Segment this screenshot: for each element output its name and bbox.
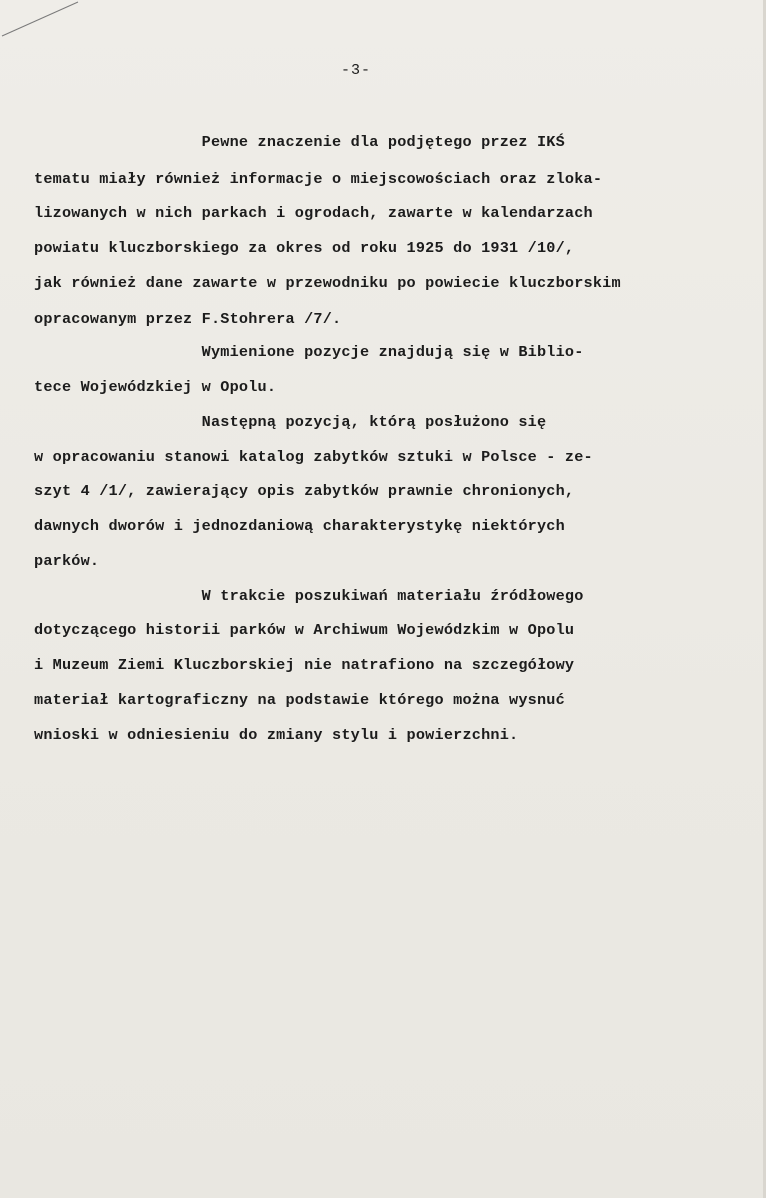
text-line: tece Wojewódzkiej w Opolu. (34, 378, 277, 396)
text-line: Wymienione pozycje znajdują się w Biblio- (34, 343, 584, 361)
text-line: powiatu kluczborskiego za okres od roku 1925 do 1931 /10/, (34, 239, 575, 257)
text-line: wnioski w odniesieniu do zmiany stylu i powierzchni. (34, 726, 519, 744)
text-line: dotyczącego historii parków w Archiwum Wojewódzkim w Opolu (34, 621, 575, 639)
text-line: W trakcie poszukiwań materiału źródłowego (34, 587, 584, 605)
text-line: Następną pozycją, którą posłużono się (34, 413, 547, 431)
text-line: Pewne znaczenie dla podjętego przez IKŚ (34, 133, 565, 151)
page-number: -3- (340, 62, 371, 79)
text-line: lizowanych w nich parkach i ogrodach, zawarte w kalendarzach (34, 204, 593, 222)
text-line: i Muzeum Ziemi Kluczborskiej nie natrafiono na szczegółowy (34, 656, 575, 674)
text-line: tematu miały również informacje o miejscowościach oraz zloka- (34, 170, 603, 188)
text-line: parków. (34, 552, 100, 570)
text-line: szyt 4 /1/, zawierający opis zabytków prawnie chronionych, (34, 482, 575, 500)
corner-scratch-mark (0, 0, 80, 40)
text-line: dawnych dworów i jednozdaniową charakterystykę niektórych (34, 517, 565, 535)
text-line: opracowanym przez F.Stohrera /7/. (34, 310, 342, 328)
text-line: w opracowaniu stanowi katalog zabytków sztuki w Polsce - ze- (34, 448, 593, 466)
text-line: materiał kartograficzny na podstawie którego można wysnuć (34, 691, 565, 709)
text-line: jak również dane zawarte w przewodniku po powiecie kluczborskim (34, 274, 621, 292)
